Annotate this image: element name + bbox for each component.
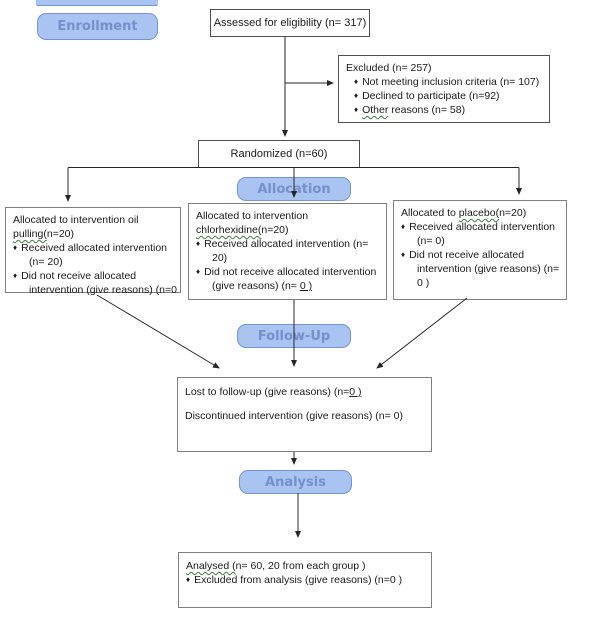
bullet-diamond: ♦ [401,222,406,231]
assessed-eligibility-text: Assessed for eligibility (n= 317) [213,17,367,29]
followup-label-text: Follow-Up [257,328,331,344]
allocation-label [237,177,351,201]
followup-label [237,324,351,348]
followup-lost-box: Lost to follow-up (give reasons) (n=0 ) Discontinued intervention (give reasons) (n= 0) [177,377,432,452]
bullet-diamond: ♦ [186,575,191,584]
allocation-label-text: Allocation [257,181,331,197]
cropped-label-bar [36,0,158,6]
arrow-placebo-to-followup [377,298,467,368]
randomized-text: Randomized (n=60) [230,148,328,160]
enrollment-label [37,13,158,40]
excluded-box: Excluded (n= 257) ♦ Not meeting inclusion criteria (n= 107) ♦ Declined to participate (n=92) ♦ Other reasons (n= 58) [338,55,550,123]
bullet-diamond: ♦ [13,271,18,280]
randomized-box [198,140,360,168]
bullet-diamond: ♦ [401,250,406,259]
bullet-diamond: ♦ [354,105,359,114]
assessed-eligibility-box [210,9,370,37]
bullet-diamond: ♦ [354,91,359,100]
bullet-diamond: ♦ [196,239,201,248]
enrollment-label-text: Enrollment [57,19,138,34]
allocation-chlorhexidine-box: Allocated to intervention chlorhexidine(n=20) ♦ Received allocated intervention (n= 20) ♦ Did not receive allocated intervention (give reasons) (n= 0 ) [188,203,387,300]
analysed-box: Analysed (n= 60, 20 from each group ) ♦ Excluded from analysis (give reasons) (n=0 ) [178,552,432,608]
bullet-diamond: ♦ [354,77,359,86]
analysis-label-text: Analysis [265,474,326,490]
analysis-label [239,470,352,494]
arrow-oil-to-followup [97,295,219,368]
allocation-oil-pulling-box: Allocated to intervention oil pulling(n=20) ♦ Received allocated intervention (n= 20) ♦ Did not receive allocated intervention (give reasons) (n=0 [5,207,181,293]
bullet-diamond: ♦ [13,243,18,252]
allocation-placebo-box: Allocated to placebo(n=20) ♦ Received allocated intervention (n= 0) ♦ Did not receive allocated intervention (give reasons) (n= 0 ) [393,200,567,300]
bullet-diamond: ♦ [196,267,201,276]
